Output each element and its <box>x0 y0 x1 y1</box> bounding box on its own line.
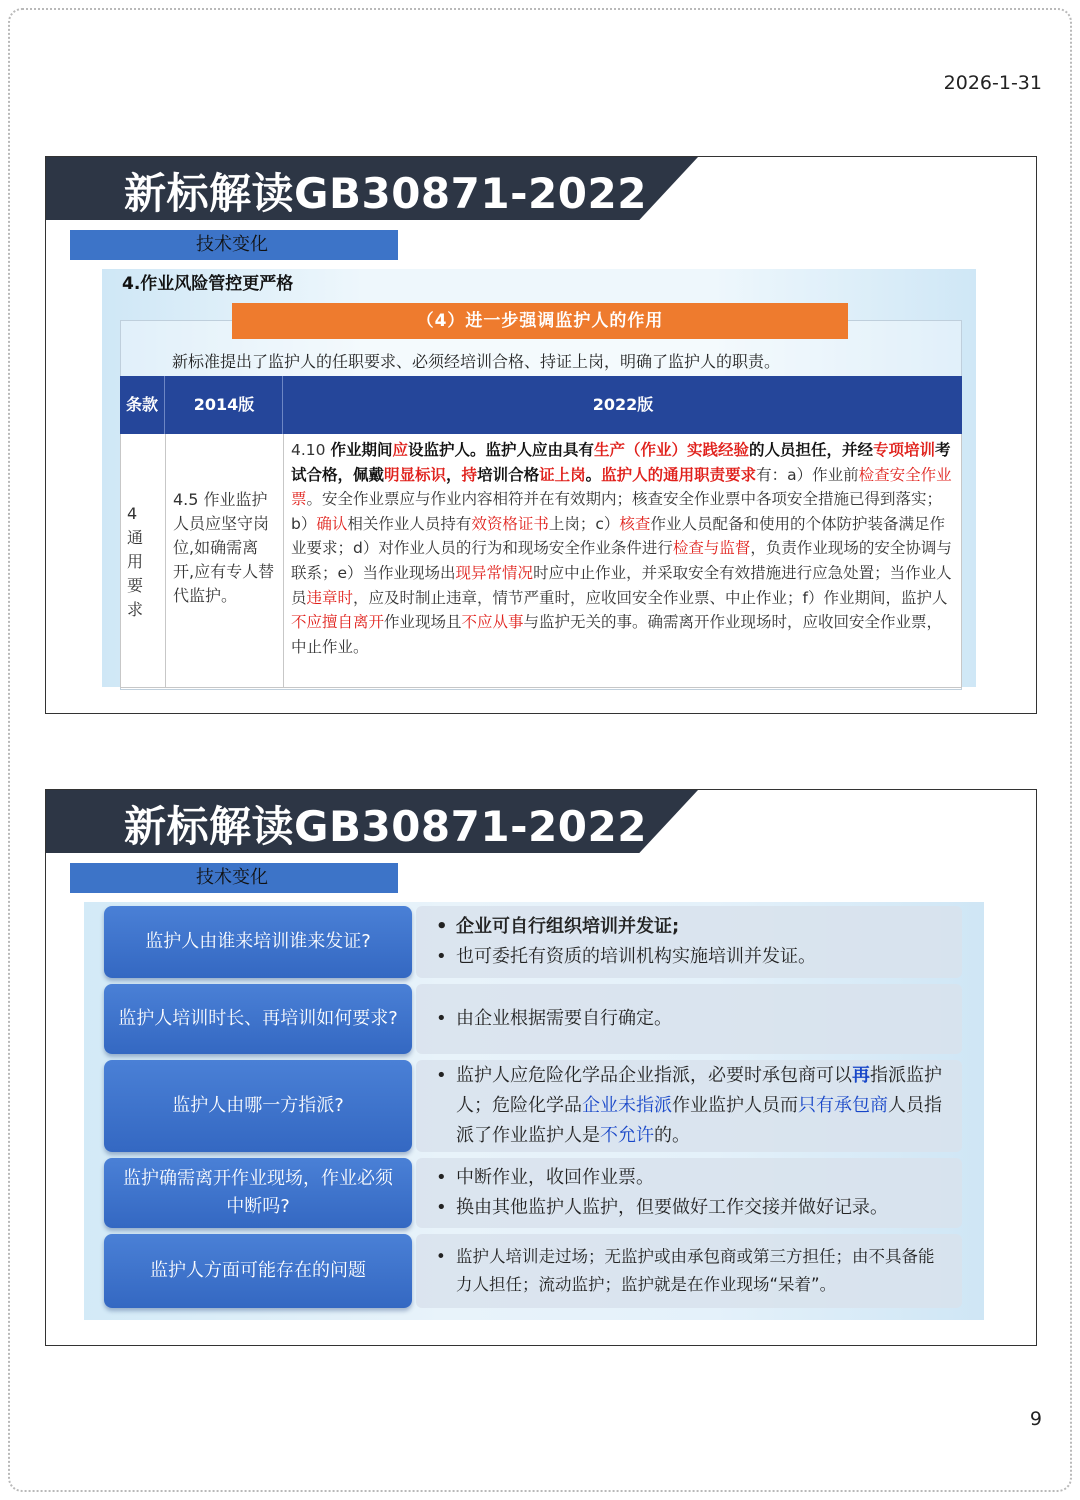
answer-box <box>416 1234 962 1308</box>
question-box: 监护人方面可能存在的问题 <box>104 1234 412 1308</box>
section-heading: 4.作业风险管控更严格 <box>122 274 294 294</box>
qa-row <box>104 984 964 1054</box>
slide-1 <box>45 156 1037 714</box>
text-run: 现异常情况 <box>455 563 534 582</box>
text-run: 不允许 <box>600 1125 654 1146</box>
text-run: 不应擅自离开 <box>291 613 385 632</box>
text-run: 作业期间 <box>330 441 393 459</box>
text-run: 培训合格 <box>477 465 540 484</box>
question-box: 监护人由哪一方指派? <box>104 1060 412 1152</box>
answer-box <box>416 1158 962 1228</box>
text-run: 只有承包商 <box>798 1095 888 1116</box>
text-run: 有：a）作业前 <box>756 465 859 484</box>
new-version-cell <box>291 438 957 659</box>
question-box: 监护人培训时长、再培训如何要求? <box>104 984 412 1054</box>
text-run: 持 <box>461 465 478 484</box>
question-box: 监护确需离开作业现场，作业必须中断吗? <box>104 1158 412 1228</box>
text-run: 的人员担任，并经 <box>749 441 874 459</box>
text-run: ， <box>446 465 462 484</box>
clause-text: 4 通 用 要 求 <box>127 504 144 619</box>
page-date: 2026-1-31 <box>943 72 1042 94</box>
qa-row <box>104 1060 964 1152</box>
text-run: 相关作业人员持有 <box>347 514 472 533</box>
answer-box <box>416 984 962 1054</box>
text-run: 考试合格，佩戴 <box>291 441 951 484</box>
text-run: 效资格证书 <box>471 514 549 533</box>
answer-line: • 中断作业，收回作业票。 <box>434 1163 944 1193</box>
text-run: 核查 <box>619 514 651 533</box>
text-run: 设监护人。监护人应由具有 <box>407 441 594 459</box>
text-run: 作业人员配备和使用的个体防护装备满足作业要求；d）对作业人员的行为和现场安全作业条件进行 <box>291 514 945 558</box>
answer-line: • 企业可自行组织培训并发证; <box>434 912 944 942</box>
text-run: 检查与监督 <box>672 539 751 558</box>
table-body <box>120 434 962 688</box>
orange-banner: （4）进一步强调监护人的作用 <box>232 303 848 339</box>
header-clause: 条款 <box>125 395 158 414</box>
text-run: 证上岗 <box>539 465 586 484</box>
qa-row <box>104 906 964 978</box>
table-header <box>120 376 962 434</box>
text-run: 监护人的通用职责要求 <box>601 465 757 484</box>
text-run: 明显标识 <box>384 465 447 484</box>
header-2022: 2022版 <box>282 376 963 434</box>
answer-box <box>416 906 962 978</box>
qa-row <box>104 1158 964 1228</box>
clause-cell <box>127 502 159 622</box>
answer-line: • 由企业根据需要自行确定。 <box>434 1004 944 1034</box>
tech-change-label: 技术变化 <box>70 230 398 260</box>
text-run: 。 <box>585 465 602 484</box>
text-run: 再 <box>852 1065 870 1086</box>
text-run: 企业未指派 <box>582 1095 672 1116</box>
text-run: 。安全作业票应与作业内容相符并在有效期内；核查安全作业票中各项安全措施已得到落实；b） <box>291 490 943 533</box>
text-run: 上岗；c） <box>548 514 620 533</box>
text-run: ，负责作业现场的安全协调与联系；e）当作业现场出 <box>291 539 952 582</box>
answer-line <box>434 1061 944 1151</box>
answer-line: • 换由其他监护人监护，但要做好工作交接并做好记录。 <box>434 1193 944 1223</box>
text-run: 专项培训 <box>873 441 936 459</box>
slide-title: 新标解读GB30871-2022 <box>124 169 647 218</box>
text-run: 作业监护人员而 <box>672 1095 798 1116</box>
old-version-cell: 4.5 作业监护人员应坚守岗位,如确需离开,应有专人替代监护。 <box>173 490 275 605</box>
text-run: 不应从事 <box>461 613 524 632</box>
answer-box <box>416 1060 962 1152</box>
text-run: 生产（作业）实践经验 <box>594 441 750 459</box>
slide-2 <box>45 789 1037 1346</box>
column-divider <box>283 434 284 687</box>
qa-row <box>104 1234 964 1308</box>
intro-text: 新标准提出了监护人的任职要求、必须经培训合格、持证上岗，明确了监护人的职责。 <box>172 352 781 371</box>
text-run: 4.10 <box>291 441 331 459</box>
text-run: 确认 <box>316 514 348 533</box>
answer-line: • 监护人培训走过场；无监护或由承包商或第三方担任；由不具备能力人担任；流动监护；监护就是在作业现场“呆着”。 <box>434 1243 944 1299</box>
answer-line: • 也可委托有资质的培训机构实施培训并发证。 <box>434 942 944 972</box>
text-run: 应 <box>392 441 408 459</box>
text-run: 与监护无关的事。确需离开作业现场时，应收回安全作业票，中止作业。 <box>291 613 943 656</box>
text-run: 指派监护人；危险化学品 <box>456 1065 942 1116</box>
column-divider <box>165 434 166 687</box>
header-2014: 2014版 <box>164 376 283 434</box>
text-run: 检查安全作业票 <box>291 465 952 509</box>
text-run: 违章时 <box>306 588 354 607</box>
text-run: 时应中止作业，并采取安全有效措施进行应急处置；当作业人员 <box>291 563 952 607</box>
text-run: 人员指派了作业监护人是 <box>456 1095 942 1146</box>
text-run: 作业现场且 <box>384 613 462 632</box>
page-number: 9 <box>1029 1408 1042 1430</box>
text-run: ，应及时制止违章，情节严重时，应收回安全作业票、中止作业；f）作业期间，监护人 <box>353 588 948 607</box>
text-run: 的。 <box>654 1125 690 1146</box>
slide-title: 新标解读GB30871-2022 <box>124 802 647 851</box>
question-box: 监护人由谁来培训谁来发证? <box>104 906 412 978</box>
text-run: 监护人应危险化学品企业指派，必要时承包商可以 <box>456 1065 852 1086</box>
tech-change-label: 技术变化 <box>70 863 398 893</box>
